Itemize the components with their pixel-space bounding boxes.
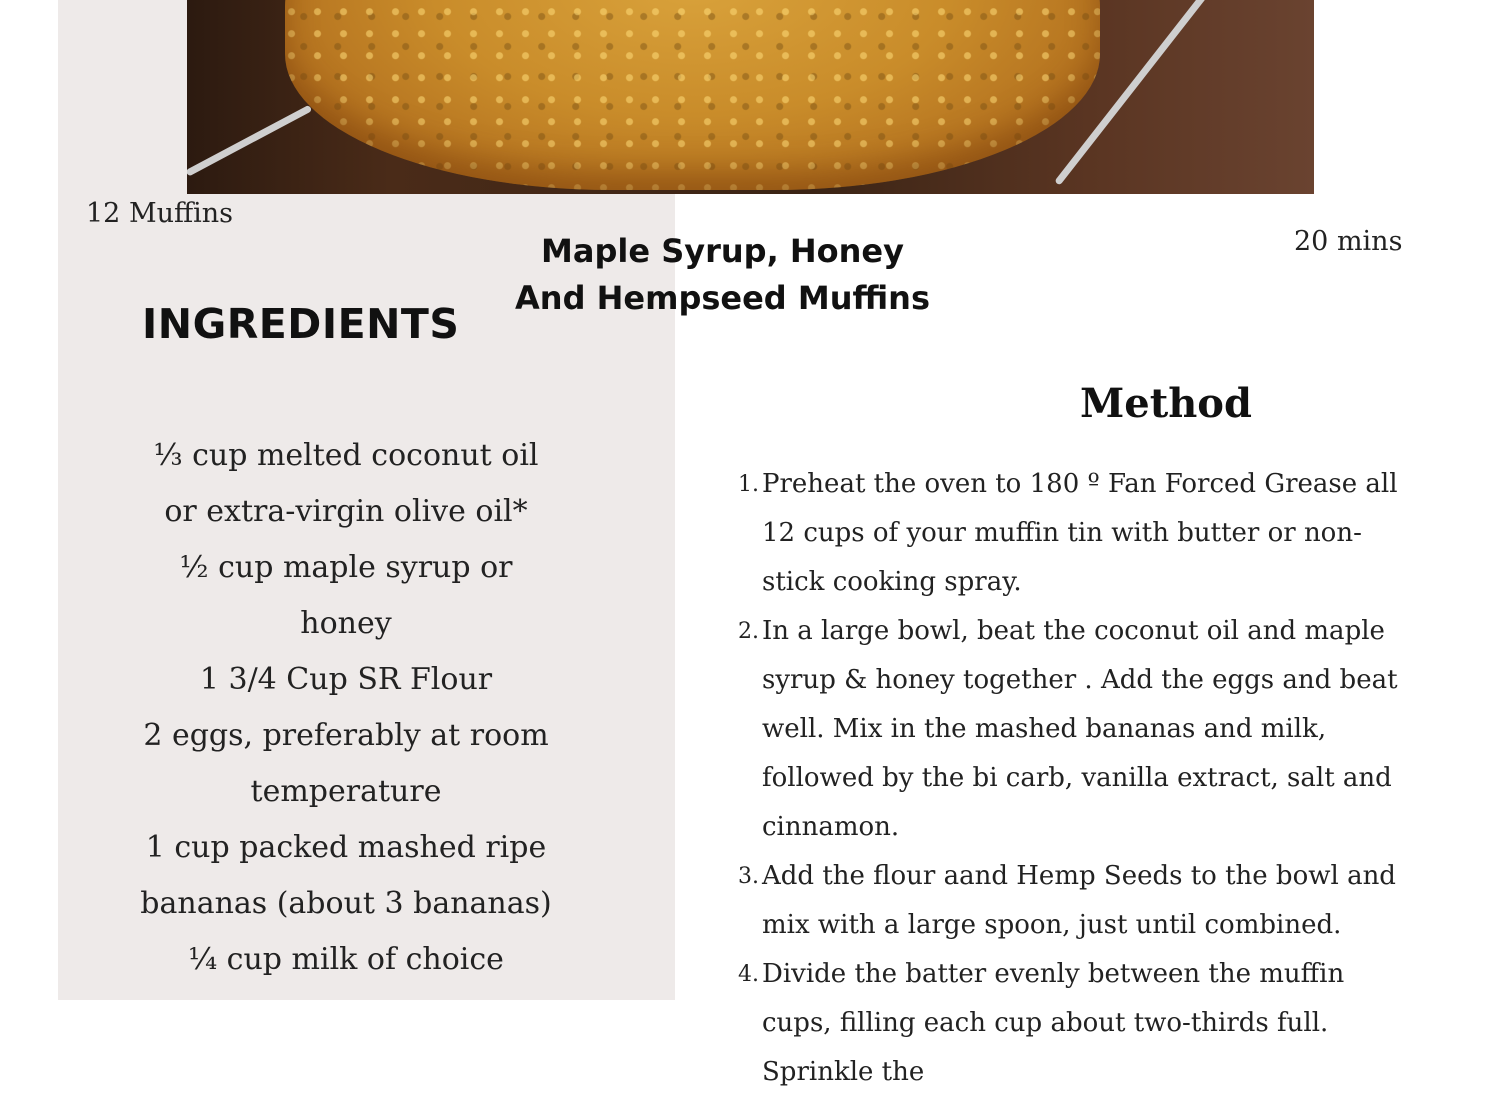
method-step bbox=[738, 460, 1412, 607]
ingredient-line: or extra-virgin olive oil* bbox=[164, 494, 528, 529]
recipe-yield: 12 Muffins bbox=[86, 198, 234, 229]
method-step bbox=[738, 950, 1412, 1097]
method-step bbox=[738, 852, 1412, 950]
ingredient-list bbox=[130, 428, 562, 988]
recipe-title bbox=[470, 228, 975, 322]
ingredient-line: 1 cup packed mashed ripe bbox=[145, 830, 547, 865]
ingredient-line: temperature bbox=[250, 774, 442, 809]
method-step-number: 3. bbox=[738, 864, 759, 889]
method-step bbox=[738, 607, 1412, 852]
method-step-number: 2. bbox=[738, 619, 759, 644]
ingredient-line: ¼ cup milk of choice bbox=[188, 942, 504, 977]
ingredient-line: ½ cup maple syrup or bbox=[179, 550, 513, 585]
method-step-text: Preheat the oven to 180 º Fan Forced Grease all 12 cups of your muffin tin with butter or non-stick cooking spray. bbox=[762, 469, 1398, 597]
method-step-number: 4. bbox=[738, 962, 759, 987]
method-step-text: In a large bowl, beat the coconut oil and maple syrup & honey together . Add the eggs and beat well. Mix in the mashed bananas and milk, followed by the bi carb, vanilla extract, salt and cinnamon. bbox=[762, 616, 1398, 842]
method-step-text: Divide the batter evenly between the muffin cups, filling each cup about two-thirds full. Sprinkle the bbox=[762, 959, 1345, 1087]
ingredient-line: bananas (about 3 bananas) bbox=[140, 886, 552, 921]
method-heading: Method bbox=[1080, 380, 1252, 427]
ingredient-line: ⅓ cup melted coconut oil bbox=[153, 438, 539, 473]
recipe-title-line-2: And Hempseed Muffins bbox=[515, 279, 930, 317]
method-list bbox=[738, 460, 1412, 1097]
method-step-text: Add the flour aand Hemp Seeds to the bowl and mix with a large spoon, just until combined. bbox=[762, 861, 1396, 940]
muffin-photo bbox=[187, 0, 1314, 194]
cooling-rack-wire bbox=[187, 105, 312, 177]
ingredient-line: 2 eggs, preferably at room bbox=[143, 718, 549, 753]
muffin-image bbox=[285, 0, 1100, 190]
ingredient-line: honey bbox=[300, 606, 392, 641]
recipe-time: 20 mins bbox=[1294, 226, 1403, 257]
ingredient-line: 1 3/4 Cup SR Flour bbox=[199, 662, 493, 697]
ingredients-heading: INGREDIENTS bbox=[142, 300, 460, 348]
method-step-number: 1. bbox=[738, 472, 759, 497]
recipe-title-line-1: Maple Syrup, Honey bbox=[541, 232, 904, 270]
